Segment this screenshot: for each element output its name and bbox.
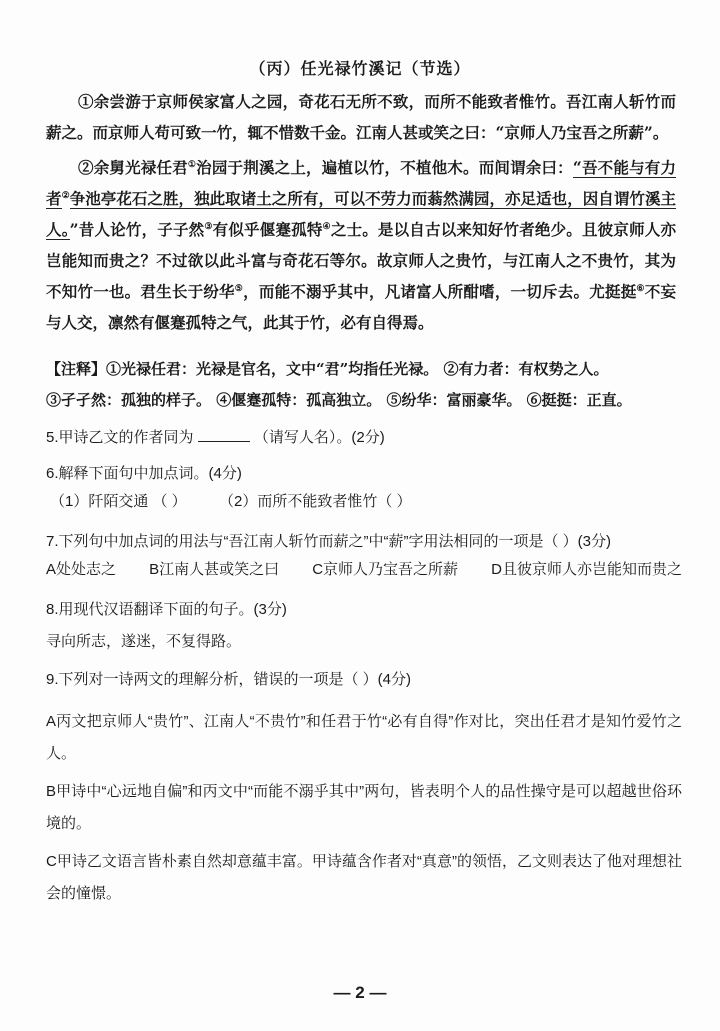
question-6-text: 6.解释下面句中加点词。(4分) [46,465,242,482]
p2-a: 治园于荆溪之上，遍植以竹，不植他木。而间谓余曰： [196,158,573,177]
question-6-item-2: （2）而所不能致者惟竹（ ） [219,493,412,510]
question-9-option-a: A丙文把京师人“贵竹”、江南人“不贵竹”和任君于竹“必有自得”作对比，突出任君才是知竹爱竹之人。 [46,713,682,762]
question-9-option-b: B甲诗中“心远地自偏”和丙文中“而能不溺乎其中”两句，皆表明个人的品性操守是可以超越世俗环境的。 [46,783,682,832]
question-9 [46,666,682,694]
page-number: — 2 — [333,983,387,1002]
question-9-option-c: C甲诗乙文语言皆朴素自然却意蕴丰富。甲诗蕴含作者对“真意”的领悟，乙文则表达了他对理想社会的憧憬。 [46,853,682,902]
question-6 [46,460,682,516]
annotation-row-2: ③孑孑然：孤独的样子。 ④偃蹇孤特：孤高独立。 ⑤纷华：富丽豪华。 ⑥挺挺：正直。 [46,391,632,409]
question-8-sentence: 寻向所志，遂迷，不复得路。 [46,633,242,650]
question-6-item-1: （1）阡陌交通 （ ） [50,493,187,510]
footnote-mark-1: ① [187,159,197,170]
p2-e: ，而能不溺乎其中，凡诸富人所酣嗜，一切斥去。尤挺挺 [243,282,637,301]
p2-start: ②余舅光禄任君 [78,158,188,177]
question-7 [46,528,682,584]
question-9-text: 9.下列对一诗两文的理解分析，错误的一项是（ ）(4分) [46,671,412,688]
passage-title: （丙）任光禄竹溪记（节选） [249,59,471,78]
p2-d: 之士。是以自古以来知好竹者绝少。且彼京师人亦岂能知而贵之？不过欲以此斗富与奇花石等尔。故京师人之贵竹，与江南人之不贵竹，其为不知竹一也。君生长于纷华 [46,220,676,301]
p2-b: ”昔人论竹，子子然 [69,220,205,239]
answer-blank[interactable] [198,425,250,442]
passage-paragraph-2 [46,152,676,338]
footnote-mark-3: ③ [204,221,213,232]
question-8-text: 8.用现代汉语翻译下面的句子。(3分) [46,601,287,618]
question-7-options [46,556,682,584]
question-7-option-b: B江南人甚或笑之曰 [149,561,280,578]
footnote-mark-2: ② [61,190,70,201]
passage-paragraph-1: ①余尝游于京师侯家富人之园，奇花石无所不致，而所不能致者惟竹。吾江南人斩竹而薪之。而京师人苟可致一竹，辄不惜数千金。江南人甚或笑之曰：“京师人乃宝吾之所薪”。 [46,92,676,142]
underlined-sentence-part-1: “吾不能与有力者 [46,158,676,208]
question-7-option-a: A处处志之 [46,561,117,578]
question-7-option-c: C京师人乃宝吾之所薪 [312,561,459,578]
p2-c: 有似乎偃蹇孤特 [212,220,323,239]
underlined-sentence-part-2: 争池亭花石之胜，独此取诸土之所有，可以不劳力而蓊然满园，亦足适也，因自谓竹溪主人。 [46,189,676,239]
footnote-mark-5: ⑤ [234,283,244,294]
footnote-mark-4: ④ [322,221,331,232]
question-5-text: 5.甲诗乙文的作者同为 [46,429,194,446]
question-7-option-d: D且彼京师人亦岂能知而贵之 [491,561,682,578]
question-8 [46,596,682,656]
p2-f: 不妄与人交，凛然有偃蹇孤特之气，此其于竹，必有自得焉。 [46,282,676,332]
annotation-row-1: 【注释】①光禄任君：光禄是官名，文中“君”均指任光禄。 ②有力者：有权势之人。 [46,360,609,378]
annotations [46,354,686,416]
footnote-mark-6: ⑥ [636,283,645,294]
question-7-text: 7.下列句中加点词的用法与“吾江南人斩竹而薪之”中“薪”字用法相同的一项是（ ）(3分) [46,533,611,550]
question-5 [46,424,682,452]
question-5-tail: （请写人名）。(2分) [253,429,385,446]
